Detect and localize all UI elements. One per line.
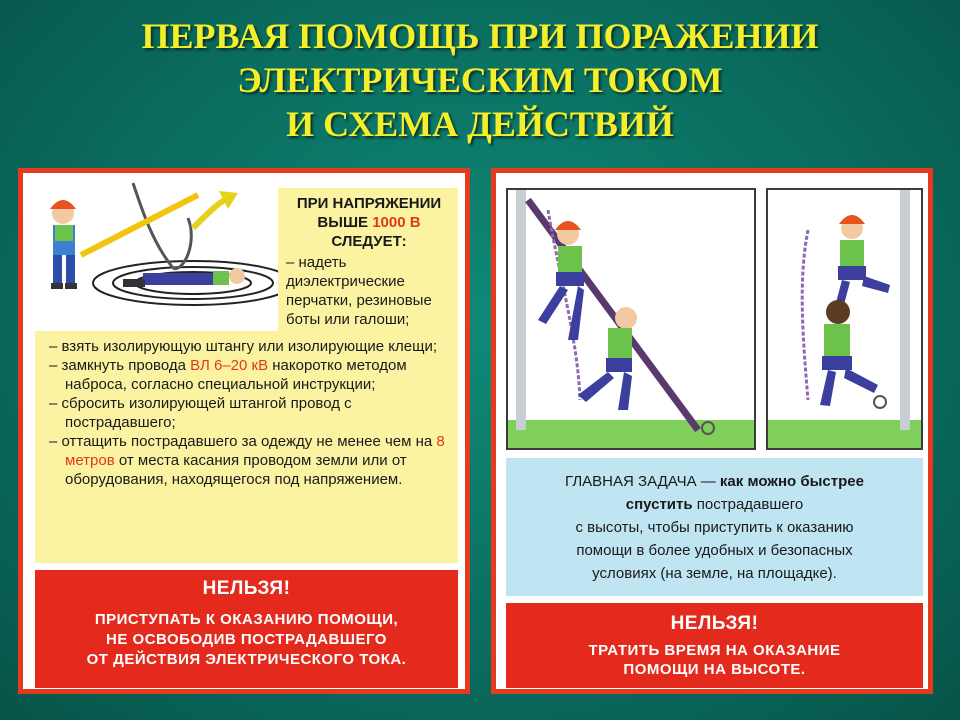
right-panel-content [496, 173, 928, 689]
conditions-text: – надеть диэлектрические перчатки, резиновые боты или галоши; [286, 254, 432, 328]
forbidden-text: ПРИСТУПАТЬ К ОКАЗАНИЮ ПОМОЩИ, НЕ ОСВОБОДИВ ПОСТРАДАВШЕГО ОТ ДЕЙСТВИЯ ЭЛЕКТРИЧЕСКОГО ТОКА. [86, 611, 407, 668]
forbidden-text: ТРАТИТЬ ВРЕМЯ НА ОКАЗАНИЕ ПОМОЩИ НА ВЫСОТЕ. [588, 642, 841, 678]
forbidden-heading: НЕЛЬЗЯ! [670, 613, 759, 634]
actions-list [35, 331, 458, 563]
distance-value: 8 метров [65, 433, 445, 469]
pole-rescue-illustration-2 [768, 190, 921, 448]
left-panel [18, 168, 470, 694]
rescue-scene-2 [766, 188, 923, 450]
pole-rescue-illustration-1 [508, 190, 754, 448]
conditions-heading: ПРИ НАПРЯЖЕНИИ ВЫШЕ 1000 В СЛЕДУЕТ: [296, 195, 442, 250]
title-line-2: ЭЛЕКТРИЧЕСКИМ ТОКОМ [237, 60, 723, 100]
action-item: – оттащить пострадавшего за одежду не менее чем на 8 метров от места касания проводом земли или от оборудования, находящегося под напряжением. [49, 433, 445, 488]
forbidden-warning-right [506, 603, 923, 688]
action-item: – замкнуть провода ВЛ 6–20 кВ накоротко методом наброса, согласно специальной инструкции; [49, 357, 407, 393]
action-item: – взять изолирующую штангу или изолирующие клещи; [49, 338, 438, 355]
line-voltage-value: ВЛ 6–20 кВ [190, 357, 269, 374]
voltage-threshold: 1000 В [372, 214, 421, 231]
left-panel-content [23, 173, 465, 689]
action-item: – сбросить изолирующей штангой провод с пострадавшего; [49, 395, 352, 431]
high-voltage-conditions [278, 188, 458, 338]
right-panel [491, 168, 933, 694]
main-task-box: ГЛАВНАЯ ЗАДАЧА — как можно быстрее спустить пострадавшего с высоты, чтобы приступить к оказанию помощи в более удобных и безопасных условиях (на земле, на площадке). [506, 458, 923, 596]
page-title [0, 14, 960, 146]
title-line-1: ПЕРВАЯ ПОМОЩЬ ПРИ ПОРАЖЕНИИ [141, 16, 819, 56]
forbidden-warning-left [35, 570, 458, 688]
rescuer-with-pole-illustration [23, 173, 283, 323]
forbidden-heading: НЕЛЬЗЯ! [202, 578, 291, 599]
rescue-scene-1 [506, 188, 756, 450]
title-line-3: И СХЕМА ДЕЙСТВИЙ [286, 104, 674, 144]
